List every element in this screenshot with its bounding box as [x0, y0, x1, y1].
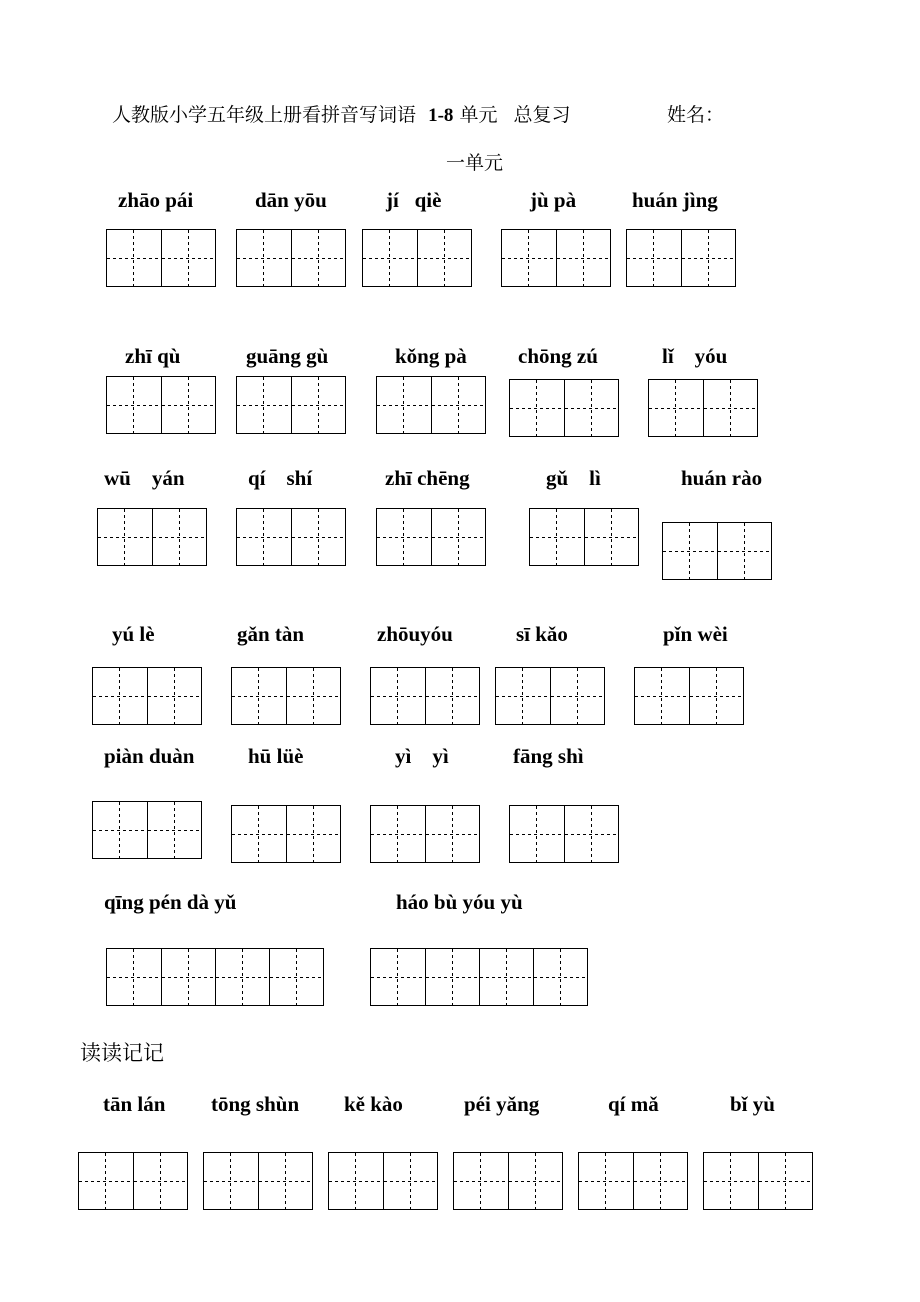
pinyin-label: zhī qù — [125, 344, 181, 368]
pinyin-label: háo bù yóu yù — [396, 890, 523, 914]
pinyin-label: jù pà — [530, 188, 577, 212]
tianzige-cell[interactable] — [376, 508, 432, 566]
pinyin-label: huán rào — [681, 466, 763, 490]
tianzige-cell[interactable] — [453, 1152, 509, 1210]
tianzige-cell[interactable] — [287, 805, 341, 863]
tianzige-cell[interactable] — [626, 229, 682, 287]
tianzige-cell[interactable] — [162, 948, 216, 1006]
tianzige-cell[interactable] — [370, 805, 426, 863]
tianzige-cell[interactable] — [565, 379, 619, 437]
section-heading-reading: 读读记记 — [80, 1041, 164, 1065]
writing-grid[interactable] — [370, 805, 480, 863]
tianzige-cell[interactable] — [509, 1152, 563, 1210]
tianzige-cell[interactable] — [565, 805, 619, 863]
writing-grid[interactable] — [97, 508, 207, 566]
tianzige-cell[interactable] — [718, 522, 772, 580]
tianzige-cell[interactable] — [106, 229, 162, 287]
writing-grid[interactable] — [236, 508, 346, 566]
writing-grid[interactable] — [509, 379, 619, 437]
name-label: 姓名： — [667, 104, 725, 126]
writing-grid[interactable] — [236, 376, 346, 434]
tianzige-cell[interactable] — [509, 379, 565, 437]
writing-grid[interactable] — [92, 667, 202, 725]
tianzige-cell[interactable] — [148, 667, 202, 725]
tianzige-cell[interactable] — [704, 379, 758, 437]
tianzige-cell[interactable] — [634, 1152, 688, 1210]
title-unit-word: 单元 — [459, 104, 498, 126]
pinyin-label: jí qiè — [386, 188, 442, 212]
pinyin-label: kě kào — [344, 1092, 403, 1116]
tianzige-cell[interactable] — [231, 667, 287, 725]
pinyin-label: tān lán — [103, 1092, 166, 1116]
writing-grid[interactable] — [92, 801, 202, 859]
writing-grid-idiom[interactable] — [370, 948, 588, 1006]
writing-grid[interactable] — [370, 667, 480, 725]
title-unit-range: 1-8 — [428, 105, 454, 126]
writing-grid[interactable] — [78, 1152, 188, 1210]
pinyin-label: lǐ yóu — [662, 344, 728, 368]
tianzige-cell[interactable] — [292, 508, 346, 566]
pinyin-label: pǐn wèi — [663, 622, 728, 646]
pinyin-label: péi yǎng — [464, 1092, 540, 1116]
tianzige-cell[interactable] — [328, 1152, 384, 1210]
tianzige-cell[interactable] — [585, 508, 639, 566]
tianzige-cell[interactable] — [153, 508, 207, 566]
tianzige-cell[interactable] — [432, 376, 486, 434]
tianzige-cell[interactable] — [362, 229, 418, 287]
pinyin-label: piàn duàn — [104, 744, 195, 768]
writing-grid[interactable] — [648, 379, 758, 437]
tianzige-cell[interactable] — [376, 376, 432, 434]
tianzige-cell[interactable] — [690, 667, 744, 725]
tianzige-cell[interactable] — [92, 801, 148, 859]
tianzige-cell[interactable] — [426, 667, 480, 725]
tianzige-cell[interactable] — [292, 376, 346, 434]
tianzige-cell[interactable] — [634, 667, 690, 725]
tianzige-cell[interactable] — [370, 948, 426, 1006]
tianzige-cell[interactable] — [480, 948, 534, 1006]
title-text: 人教版小学五年级上册看拼音写词语 — [112, 104, 417, 126]
tianzige-cell[interactable] — [287, 667, 341, 725]
writing-grid[interactable] — [495, 667, 605, 725]
writing-grid[interactable] — [236, 229, 346, 287]
writing-grid[interactable] — [634, 667, 744, 725]
tianzige-cell[interactable] — [495, 667, 551, 725]
pinyin-label: gǔ lì — [546, 466, 601, 490]
pinyin-label: kǒng pà — [395, 344, 467, 368]
pinyin-label: zhāo pái — [118, 188, 194, 212]
tianzige-cell[interactable] — [270, 948, 324, 1006]
writing-grid[interactable] — [362, 229, 472, 287]
writing-grid[interactable] — [501, 229, 611, 287]
tianzige-cell[interactable] — [432, 508, 486, 566]
pinyin-label: bǐ yù — [730, 1092, 775, 1116]
writing-grid-idiom[interactable] — [106, 948, 324, 1006]
tianzige-cell[interactable] — [92, 667, 148, 725]
pinyin-label: yì yì — [395, 744, 449, 768]
tianzige-cell[interactable] — [662, 522, 718, 580]
tianzige-cell[interactable] — [418, 229, 472, 287]
writing-grid[interactable] — [509, 805, 619, 863]
tianzige-cell[interactable] — [682, 229, 736, 287]
tianzige-cell[interactable] — [106, 376, 162, 434]
writing-grid[interactable] — [703, 1152, 813, 1210]
tianzige-cell[interactable] — [106, 948, 162, 1006]
tianzige-cell[interactable] — [236, 376, 292, 434]
tianzige-cell[interactable] — [426, 948, 480, 1006]
writing-grid[interactable] — [626, 229, 736, 287]
pinyin-label: fāng shì — [513, 744, 584, 768]
pinyin-label: yú lè — [112, 622, 155, 646]
pinyin-label: dān yōu — [255, 188, 327, 212]
tianzige-cell[interactable] — [97, 508, 153, 566]
tianzige-cell[interactable] — [216, 948, 270, 1006]
pinyin-label: sī kǎo — [516, 622, 568, 646]
tianzige-cell[interactable] — [578, 1152, 634, 1210]
tianzige-cell[interactable] — [557, 229, 611, 287]
tianzige-cell[interactable] — [134, 1152, 188, 1210]
writing-grid[interactable] — [231, 667, 341, 725]
tianzige-cell[interactable] — [384, 1152, 438, 1210]
writing-grid[interactable] — [376, 508, 486, 566]
pinyin-label: qí mǎ — [608, 1092, 659, 1116]
writing-grid[interactable] — [529, 508, 639, 566]
section-heading-unit1: 一单元 — [446, 152, 504, 174]
pinyin-label: hū lüè — [248, 744, 304, 768]
tianzige-cell[interactable] — [203, 1152, 259, 1210]
title-review: 总复习 — [513, 104, 571, 126]
writing-grid[interactable] — [106, 229, 216, 287]
tianzige-cell[interactable] — [534, 948, 588, 1006]
pinyin-label: tōng shùn — [211, 1092, 300, 1116]
pinyin-label: chōng zú — [518, 344, 598, 368]
tianzige-cell[interactable] — [529, 508, 585, 566]
pinyin-label: guāng gù — [246, 344, 329, 368]
tianzige-cell[interactable] — [292, 229, 346, 287]
writing-grid[interactable] — [328, 1152, 438, 1210]
tianzige-cell[interactable] — [162, 376, 216, 434]
writing-grid[interactable] — [453, 1152, 563, 1210]
tianzige-cell[interactable] — [236, 229, 292, 287]
tianzige-cell[interactable] — [162, 229, 216, 287]
tianzige-cell[interactable] — [509, 805, 565, 863]
tianzige-cell[interactable] — [501, 229, 557, 287]
pinyin-label: zhī chēng — [385, 466, 470, 490]
tianzige-cell[interactable] — [236, 508, 292, 566]
writing-grid[interactable] — [231, 805, 341, 863]
pinyin-label: zhōuyóu — [377, 622, 453, 646]
tianzige-cell[interactable] — [426, 805, 480, 863]
writing-grid[interactable] — [376, 376, 486, 434]
tianzige-cell[interactable] — [551, 667, 605, 725]
tianzige-cell[interactable] — [259, 1152, 313, 1210]
tianzige-cell[interactable] — [78, 1152, 134, 1210]
page-title — [112, 100, 571, 127]
pinyin-label: qí shí — [248, 466, 313, 490]
pinyin-label: huán jìng — [632, 188, 718, 212]
writing-grid[interactable] — [578, 1152, 688, 1210]
writing-grid[interactable] — [106, 376, 216, 434]
tianzige-cell[interactable] — [703, 1152, 759, 1210]
tianzige-cell[interactable] — [370, 667, 426, 725]
writing-grid[interactable] — [203, 1152, 313, 1210]
tianzige-cell[interactable] — [759, 1152, 813, 1210]
pinyin-label: qīng pén dà yǔ — [104, 890, 237, 914]
tianzige-cell[interactable] — [231, 805, 287, 863]
tianzige-cell[interactable] — [148, 801, 202, 859]
tianzige-cell[interactable] — [648, 379, 704, 437]
pinyin-label: wū yán — [104, 466, 185, 490]
pinyin-label: gǎn tàn — [237, 622, 305, 646]
writing-grid[interactable] — [662, 522, 772, 580]
